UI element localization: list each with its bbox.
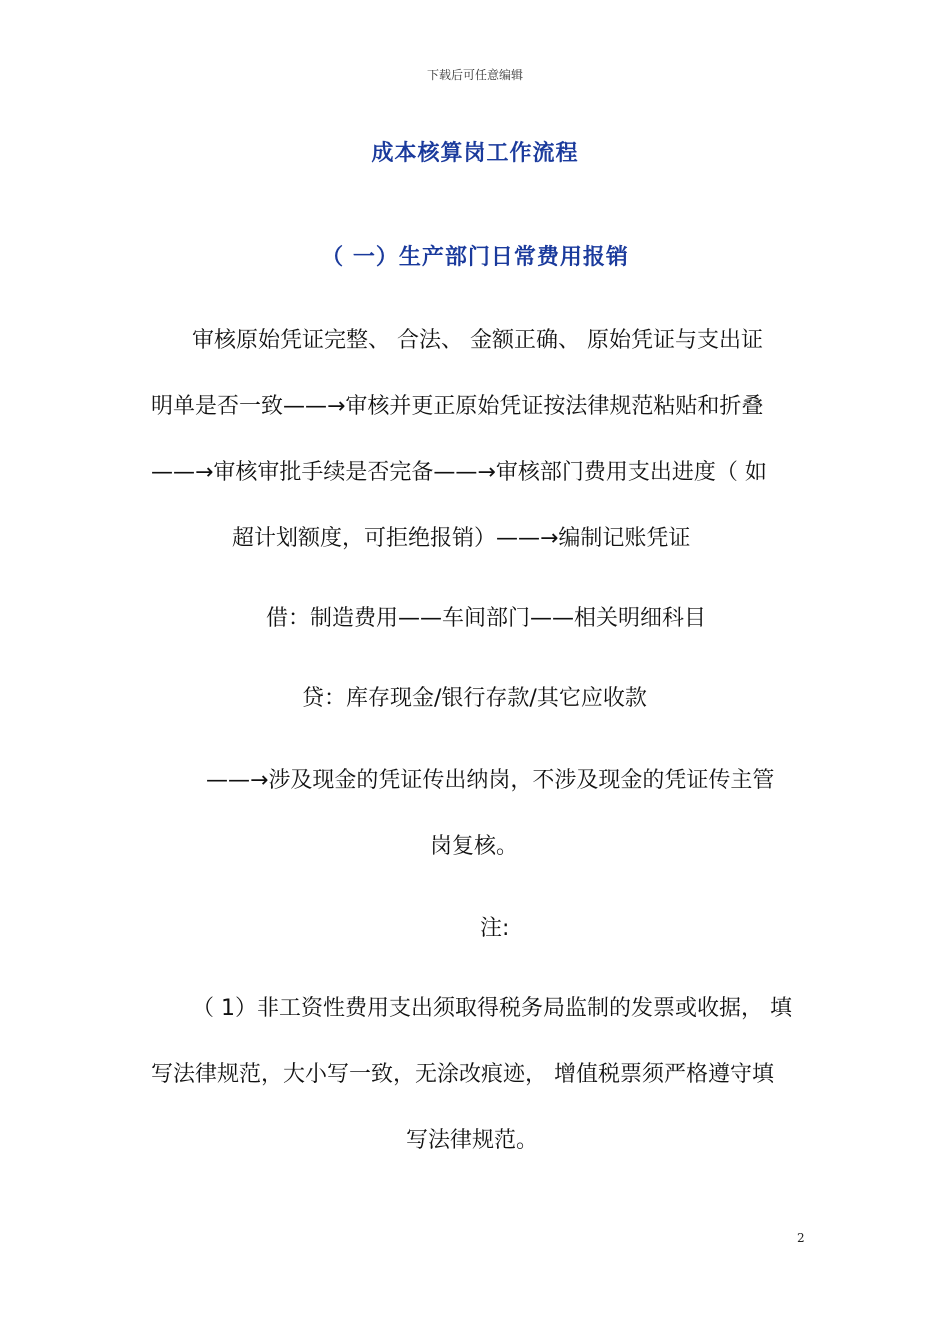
note-line: 写法律规范，大小写一致，无涂改痕迹， 增值税票须严格遵守填 [151,1062,774,1087]
body-line: ——→审核审批手续是否完备——→审核部门费用支出进度（ 如 [151,460,767,485]
body-line: 岗复核。 [430,834,519,859]
page-number: 2 [797,1231,805,1245]
note-heading: 注: [480,916,510,941]
note-line: （ 1）非工资性费用支出须取得税务局监制的发票或收据， 填 [192,996,792,1021]
body-line: 超计划额度，可拒绝报销）——→编制记账凭证 [232,526,691,551]
credit-entry: 贷：库存现金/银行存款/其它应收款 [302,686,647,711]
section-title: （ 一）生产部门日常费用报销 [321,245,629,270]
body-line: 审核原始凭证完整、 合法、 金额正确、 原始凭证与支出证 [192,328,763,353]
header-note: 下载后可任意编辑 [426,68,523,82]
note-line: 写法律规范。 [406,1128,539,1153]
document-title: 成本核算岗工作流程 [371,141,579,166]
body-line: ——→涉及现金的凭证传出纳岗，不涉及现金的凭证传主管 [206,768,775,793]
debit-entry: 借：制造费用——车间部门——相关明细科目 [266,606,707,631]
body-line: 明单是否一致——→审核并更正原始凭证按法律规范粘贴和折叠 [151,394,764,419]
